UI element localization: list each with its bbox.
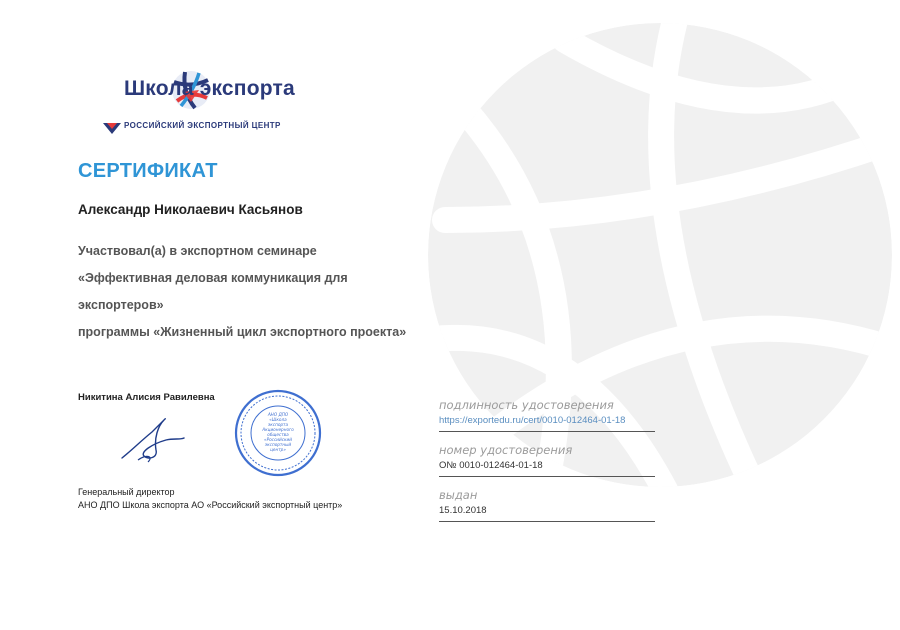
stamp-line: «Российский: [264, 437, 292, 442]
signatory-organization: АНО ДПО Школа экспорта АО «Российский экспортный центр»: [78, 500, 343, 510]
certificate-number-label: номер удостоверения: [439, 443, 573, 457]
stamp-line: Акционерного: [262, 427, 294, 432]
certificate-number-value: О№ 0010-012464-01-18: [439, 460, 543, 471]
signatory-position: Генеральный директор: [78, 487, 175, 497]
authenticity-link[interactable]: https://exportedu.ru/cert/0010-012464-01-18: [439, 415, 626, 426]
signatory-name: Никитина Алисия Равилевна: [78, 392, 215, 403]
description-line: программы «Жизненный цикл экспортного проекта»: [78, 325, 407, 339]
certificate-number-field: [439, 443, 655, 477]
stamp-line: экспортный: [264, 442, 292, 447]
brand-name: Школа экспорта: [124, 77, 295, 100]
description-line: Участвовал(а) в экспортном семинаре: [78, 244, 317, 258]
description-line: экспортеров»: [78, 298, 164, 312]
certificate-title: СЕРТИФИКАТ: [78, 160, 218, 182]
handwritten-signature: [118, 410, 188, 466]
stamp-line: общества: [267, 432, 289, 437]
signatory-role: [78, 486, 342, 512]
authenticity-field: [439, 398, 655, 432]
issued-label: выдан: [439, 488, 478, 502]
certificate-description: [78, 238, 478, 346]
rec-flag-icon: [103, 121, 121, 135]
official-stamp: [233, 388, 323, 478]
issued-date: 15.10.2018: [439, 505, 487, 516]
authenticity-label: подлинность удостоверения: [439, 398, 614, 412]
brand-subline: РОССИЙСКИЙ ЭКСПОРТНЫЙ ЦЕНТР: [124, 121, 281, 130]
description-line: «Эффективная деловая коммуникация для: [78, 271, 348, 285]
stamp-line: «Школа: [269, 417, 287, 422]
stamp-line: центр»: [270, 447, 286, 452]
issued-field: [439, 488, 655, 522]
stamp-line: АНО ДПО: [267, 412, 289, 417]
stamp-line: экспорта: [267, 422, 289, 427]
recipient-name: Александр Николаевич Касьянов: [78, 202, 303, 217]
